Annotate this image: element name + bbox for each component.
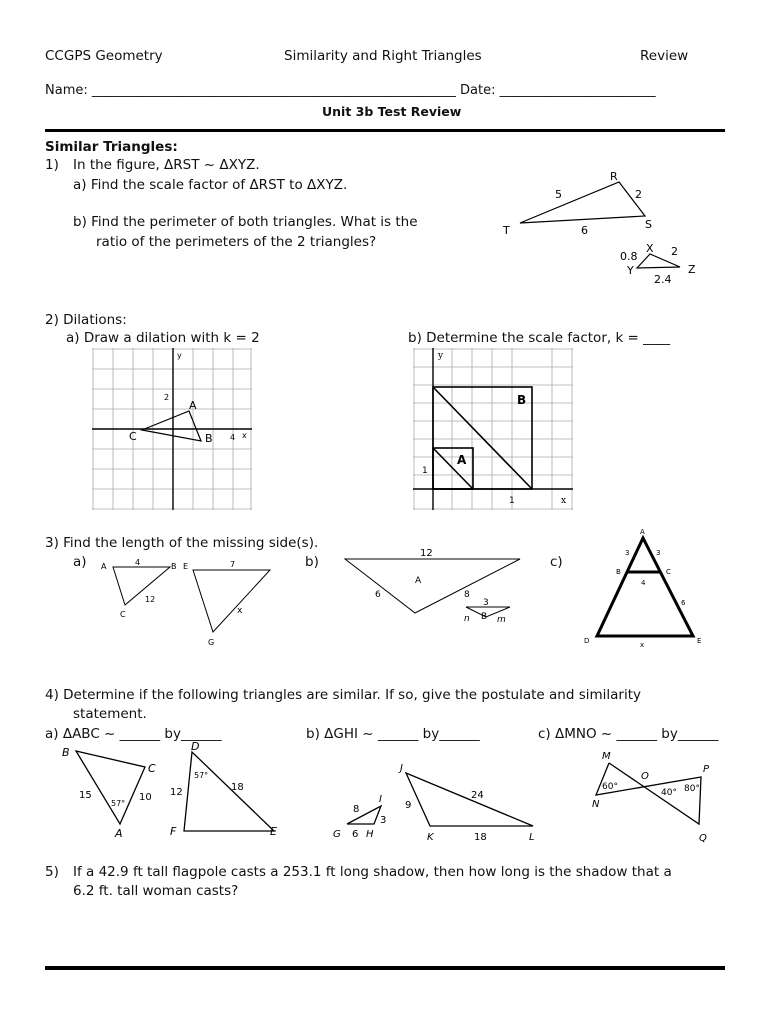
diagonal-a	[433, 448, 473, 489]
label-bc: 12	[145, 595, 156, 604]
grid-lines	[413, 348, 573, 510]
label-ac: 3	[656, 549, 661, 557]
label-x: x	[237, 606, 243, 616]
label-a60: 60°	[602, 782, 618, 792]
q5-number: 5)	[45, 864, 59, 880]
label-I: I	[379, 794, 382, 805]
page-title: Unit 3b Test Review	[322, 104, 462, 119]
q1b-text-line2: ratio of the perimeters of the 2 triangles?	[96, 234, 377, 250]
label-F: F	[170, 825, 177, 838]
label-a80: 80°	[684, 784, 700, 794]
axis-label-x: x	[242, 431, 247, 440]
label-B: B	[205, 432, 213, 445]
figure-3b	[340, 545, 530, 630]
label-L: L	[529, 832, 535, 843]
label-G: G	[208, 638, 215, 647]
label-S: S	[645, 218, 652, 231]
label-top: 12	[420, 548, 433, 559]
label-B: B	[171, 562, 177, 571]
label-gi: 8	[353, 804, 360, 815]
axis-label-y: y	[177, 351, 182, 360]
label-hi: 3	[380, 815, 387, 826]
label-G: G	[333, 829, 341, 840]
label-D: D	[584, 637, 590, 645]
label-M: M	[602, 751, 611, 762]
tick-label-4: 4	[230, 433, 236, 442]
label-ce: 6	[681, 599, 686, 607]
label-A: A	[101, 562, 107, 571]
section-heading-similar: Similar Triangles:	[45, 139, 178, 155]
label-B: B	[481, 612, 488, 622]
label-C: C	[148, 762, 156, 775]
q3-text: 3) Find the length of the missing side(s).	[45, 535, 319, 551]
label-gh: 6	[352, 829, 359, 840]
label-A: A	[415, 576, 422, 586]
triangle-large	[345, 559, 520, 613]
label-C: C	[129, 430, 137, 443]
label-df: 12	[170, 787, 183, 798]
label-A: A	[457, 453, 467, 467]
label-T: T	[503, 224, 510, 237]
doc-type: Review	[640, 48, 689, 64]
label-H: H	[366, 829, 374, 840]
label-a40: 40°	[661, 788, 677, 798]
label-Z: Z	[688, 263, 696, 276]
triangle-abc	[113, 567, 170, 605]
label-B: B	[62, 746, 70, 759]
q2b-text: b) Determine the scale factor, k = ____	[408, 330, 671, 346]
q3c-label: c)	[550, 554, 563, 570]
q1a-text: a) Find the scale factor of ΔRST to ΔXYZ.	[73, 177, 348, 193]
label-Q: Q	[699, 833, 707, 844]
label-kl: 18	[474, 832, 487, 843]
label-Y: Y	[627, 264, 634, 277]
label-ab: 4	[135, 558, 141, 567]
tick-label-x1: 1	[509, 496, 515, 506]
label-angle-a: 57°	[111, 799, 126, 808]
label-angle-d: 57°	[194, 771, 209, 780]
figure-4a	[60, 740, 290, 840]
q2-text: 2) Dilations:	[45, 312, 127, 328]
q4-text-line2: statement.	[73, 706, 147, 722]
label-m: m	[497, 615, 506, 625]
q4b-text: b) ΔGHI ~ ______ by______	[306, 726, 480, 742]
axis-label-y: y	[438, 351, 444, 361]
label-E: E	[183, 562, 189, 571]
triangle-efg	[193, 570, 270, 632]
tick-label-2: 2	[164, 393, 170, 402]
unit-topic: Similarity and Right Triangles	[284, 48, 482, 64]
label-C: C	[666, 568, 671, 576]
label-R: R	[610, 170, 618, 183]
q3b-label: b)	[305, 554, 319, 570]
q5-text-line1: If a 42.9 ft tall flagpole casts a 253.1 ft long shadow, then how long is the shadow that a	[73, 864, 672, 880]
label-X: X	[646, 242, 654, 255]
label-right: 8	[464, 590, 470, 600]
label-xz: 2	[671, 245, 678, 258]
label-tr: 5	[555, 188, 562, 201]
label-N: N	[592, 799, 600, 810]
label-rs: 2	[635, 188, 642, 201]
q5-text-line2: 6.2 ft. tall woman casts?	[73, 883, 239, 899]
label-A: A	[115, 827, 123, 840]
label-ab: 3	[625, 549, 630, 557]
figure-4b	[330, 758, 540, 848]
label-ca: 10	[139, 792, 152, 803]
label-D: D	[191, 740, 200, 753]
label-E: E	[270, 825, 277, 838]
name-date-line: Name: ________________________________________________________ Date: ________________________	[45, 83, 656, 98]
label-left: 6	[375, 590, 381, 600]
label-small-3: 3	[483, 598, 489, 608]
label-n: n	[464, 614, 470, 624]
graph-dilation-a	[92, 348, 252, 510]
label-jk: 9	[405, 800, 412, 811]
figure-rst-xyz	[495, 160, 715, 290]
label-ef: 7	[230, 560, 236, 569]
figure-3a	[95, 555, 285, 655]
label-E: E	[697, 637, 702, 645]
label-de: 18	[231, 782, 244, 793]
label-bc: 4	[641, 579, 646, 587]
q1b-text-line1: b) Find the perimeter of both triangles. What is the	[73, 214, 418, 230]
figure-3c	[580, 525, 720, 655]
q1-text: In the figure, ΔRST ~ ΔXYZ.	[73, 157, 260, 173]
label-yz: 2.4	[654, 273, 672, 286]
label-A: A	[640, 528, 645, 536]
q4-text-line1: 4) Determine if the following triangles are similar. If so, give the postulate and similarity	[45, 687, 641, 703]
label-A: A	[189, 399, 197, 412]
label-B: B	[616, 568, 621, 576]
label-xy: 0.8	[620, 250, 638, 263]
axis-label-x: x	[561, 496, 567, 506]
label-ts: 6	[581, 224, 588, 237]
label-C: C	[120, 610, 126, 619]
triangle-jkl	[406, 773, 533, 826]
triangle-abc	[76, 751, 145, 824]
course-name: CCGPS Geometry	[45, 48, 163, 64]
q2a-text: a) Draw a dilation with k = 2	[66, 330, 260, 346]
label-O: O	[641, 771, 649, 782]
label-P: P	[703, 764, 710, 775]
label-K: K	[427, 832, 434, 843]
triangle-def	[184, 752, 274, 831]
q4a-text: a) ΔABC ~ ______ by______	[45, 726, 222, 742]
figure-4c	[585, 748, 725, 848]
label-J: J	[400, 763, 403, 774]
q1-number: 1)	[45, 157, 59, 173]
label-x: x	[640, 641, 645, 649]
label-ba: 15	[79, 790, 92, 801]
q3a-label: a)	[73, 554, 87, 570]
q4c-text: c) ΔMNO ~ ______ by______	[538, 726, 719, 742]
label-jl: 24	[471, 790, 484, 801]
triangle-rst	[520, 182, 645, 223]
footer-rule	[45, 966, 725, 970]
graph-dilation-b	[413, 348, 573, 510]
label-B: B	[517, 393, 527, 407]
triangle-abc	[142, 411, 201, 441]
tick-label-y1: 1	[422, 466, 428, 476]
triangle-ade	[597, 538, 693, 636]
header-rule	[45, 129, 725, 132]
